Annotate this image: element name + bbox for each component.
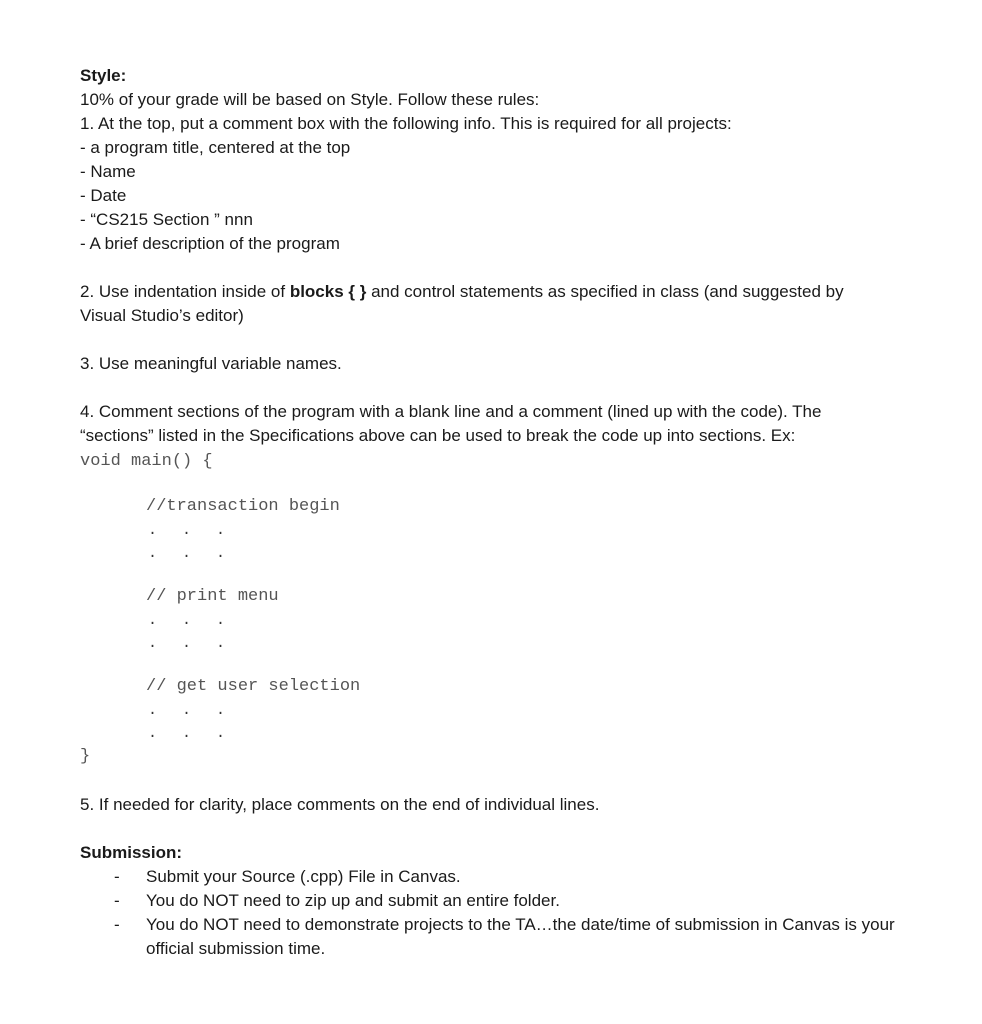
spacer xyxy=(80,376,940,400)
rule-4-line-1: 4. Comment sections of the program with a blank line and a comment (lined up with the code). The xyxy=(80,402,822,421)
bullet-dash: - xyxy=(114,915,120,934)
spacer xyxy=(80,769,940,793)
code-ellipsis: . . . xyxy=(148,702,234,719)
code-ellipsis: . . . xyxy=(148,545,234,562)
code-comment: //transaction begin xyxy=(146,497,340,516)
rule-1-item: - A brief description of the program xyxy=(80,234,340,253)
rule-2-suffix: and control statements as specified in class (and suggested by xyxy=(366,282,844,301)
rule-2 xyxy=(80,280,940,304)
rule-2-bold: blocks { } xyxy=(289,282,367,301)
rule-2-prefix: 2. Use indentation inside of xyxy=(80,282,290,301)
rule-1-item: - Name xyxy=(80,162,136,181)
document-page xyxy=(80,64,940,961)
submission-item-text: You do NOT need to zip up and submit an entire folder. xyxy=(146,891,560,910)
list-item xyxy=(80,889,940,913)
submission-list xyxy=(80,865,940,961)
code-comment: // get user selection xyxy=(146,677,361,696)
submission-item-text: Submit your Source (.cpp) File in Canvas. xyxy=(146,867,461,886)
rule-4-line-2: “sections” listed in the Specifications above can be used to break the code up into sections. Ex: xyxy=(80,426,796,445)
style-intro: 10% of your grade will be based on Style. Follow these rules: xyxy=(80,90,540,109)
spacer xyxy=(80,817,940,841)
submission-heading: Submission: xyxy=(80,843,183,862)
code-closing-brace: } xyxy=(80,747,91,766)
rule-3: 3. Use meaningful variable names. xyxy=(80,354,342,373)
rule-2-line-2: Visual Studio’s editor) xyxy=(80,306,244,325)
code-ellipsis: . . . xyxy=(148,522,234,539)
rule-5: 5. If needed for clarity, place comments on the end of individual lines. xyxy=(80,795,600,814)
code-signature: void main() { xyxy=(80,452,213,471)
rule-1-item: - a program title, centered at the top xyxy=(80,138,351,157)
bullet-dash: - xyxy=(114,867,120,886)
spacer xyxy=(80,328,940,352)
code-ellipsis: . . . xyxy=(148,725,234,742)
code-ellipsis: . . . xyxy=(148,635,234,652)
rule-1: 1. At the top, put a comment box with the following info. This is required for all projects: xyxy=(80,114,732,133)
submission-item-text: You do NOT need to demonstrate projects to the TA…the date/time of submission in Canvas is your official submission time. xyxy=(146,915,895,958)
list-item xyxy=(80,865,940,889)
rule-1-item: - Date xyxy=(80,186,127,205)
list-item xyxy=(80,913,926,961)
spacer xyxy=(80,256,940,280)
code-ellipsis: . . . xyxy=(148,612,234,629)
code-example xyxy=(80,450,940,769)
rule-1-item: - “CS215 Section ” nnn xyxy=(80,210,253,229)
style-heading: Style: xyxy=(80,66,127,85)
bullet-dash: - xyxy=(114,891,120,910)
code-comment: // print menu xyxy=(146,587,279,606)
